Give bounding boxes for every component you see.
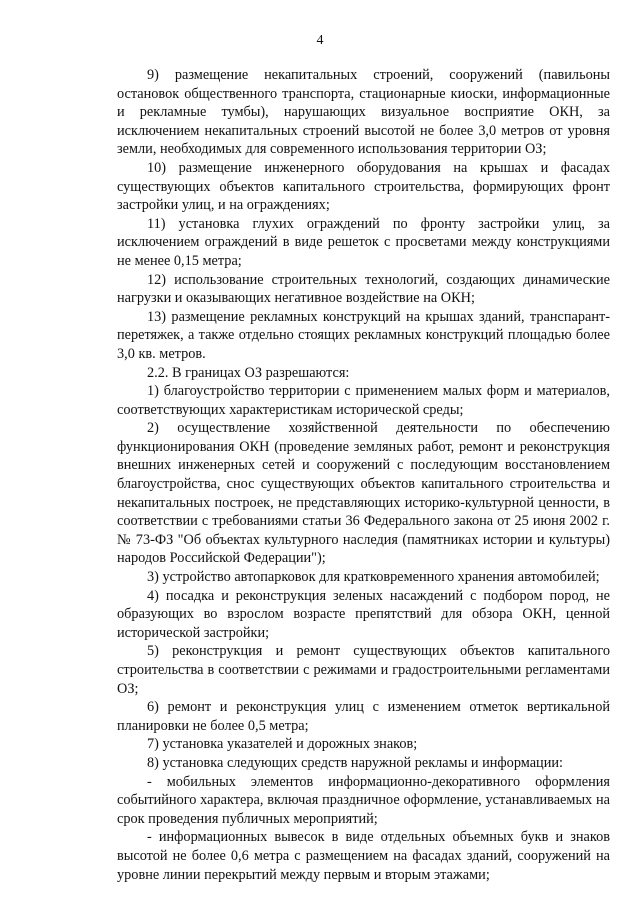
paragraph-item-10-prohibition: 10) размещение инженерного оборудования на крышах и фасадах существующих объектов капитального строительства, формирующих фронт застройки улиц, и на ограждениях;	[117, 159, 610, 214]
paragraph-item-5-permitted: 5) реконструкция и ремонт существующих объектов капитального строительства в соответствии с режимами и градостроительными регламентами ОЗ;	[117, 643, 610, 697]
paragraph-item-2-permitted: 2) осуществление хозяйственной деятельности по обеспечению функционирования ОКН (проведение земляных работ, ремонт и реконструкция внешних инженерных сетей и сооружений с последующим восстановлением благоустройства, снос существующих объектов капитального строительства и некапитальных построек, не представляющих историко-культурной ценности, в соответствии с требованиями статьи 36 Федерального закона от 25 июня 2002 г. № 73-ФЗ "Об объектах культурного наследия (памятниках истории и культуры) народов Российской Федерации");	[117, 420, 610, 567]
paragraph-item-4-permitted: 4) посадка и реконструкция зеленых насаждений с подбором пород, не образующих во взрослом возрасте препятствий для обзора ОКН, ценной исторической застройки;	[117, 587, 610, 641]
paragraph-item-8-permitted: 8) установка следующих средств наружной рекламы и информации:	[147, 754, 563, 771]
paragraph-item-7-permitted: 7) установка указателей и дорожных знаков;	[147, 736, 418, 753]
paragraph-item-13-prohibition: 13) размещение рекламных конструкций на крышах зданий, транспарант-перетяжек, а также отдельно стоящих рекламных конструкций площадью более 3,0 кв. метров.	[117, 308, 610, 362]
section-heading-2-2: 2.2. В границах ОЗ разрешаются:	[147, 364, 350, 381]
paragraph-item-6-permitted: 6) ремонт и реконструкция улиц с изменением отметок вертикальной планировки не более 0,5 метра;	[117, 699, 610, 734]
paragraph-item-9-prohibition: 9) размещение некапитальных строений, сооружений (павильоны остановок общественного транспорта, стационарные киоски, информационные и рекламные тумбы), нарушающих визуальное восприятие ОКН, за исключением некапитальных строений высотой не более 3,0 метров от уровня земли, необходимых для современного использования территории ОЗ;	[117, 67, 610, 158]
paragraph-item-3-permitted: 3) устройство автопарковок для кратковременного хранения автомобилей;	[147, 569, 600, 586]
paragraph-bullet-info-signs: - информационных вывесок в виде отдельных объемных букв и знаков высотой не более 0,6 метра с размещением на фасадах зданий, сооружений на уровне линии перекрытий между первым и вторым этажами;	[117, 829, 610, 883]
paragraph-item-1-permitted: 1) благоустройство территории с применением малых форм и материалов, соответствующих характеристикам исторической среды;	[117, 383, 610, 418]
paragraph-item-11-prohibition: 11) установка глухих ограждений по фронту застройки улиц, за исключением ограждений в виде решеток с просветами между конструкциями не менее 0,15 метра;	[117, 215, 610, 269]
paragraph-item-12-prohibition: 12) использование строительных технологий, создающих динамические нагрузки и оказывающих негативное воздействие на ОКН;	[117, 271, 610, 307]
paragraph-bullet-mobile-elements: - мобильных элементов информационно-декоративного оформления событийного характера, включая праздничное оформление, устанавливаемых на срок проведения публичных мероприятий;	[117, 773, 610, 827]
page-number: 4	[316, 33, 324, 48]
document-body	[117, 66, 610, 884]
